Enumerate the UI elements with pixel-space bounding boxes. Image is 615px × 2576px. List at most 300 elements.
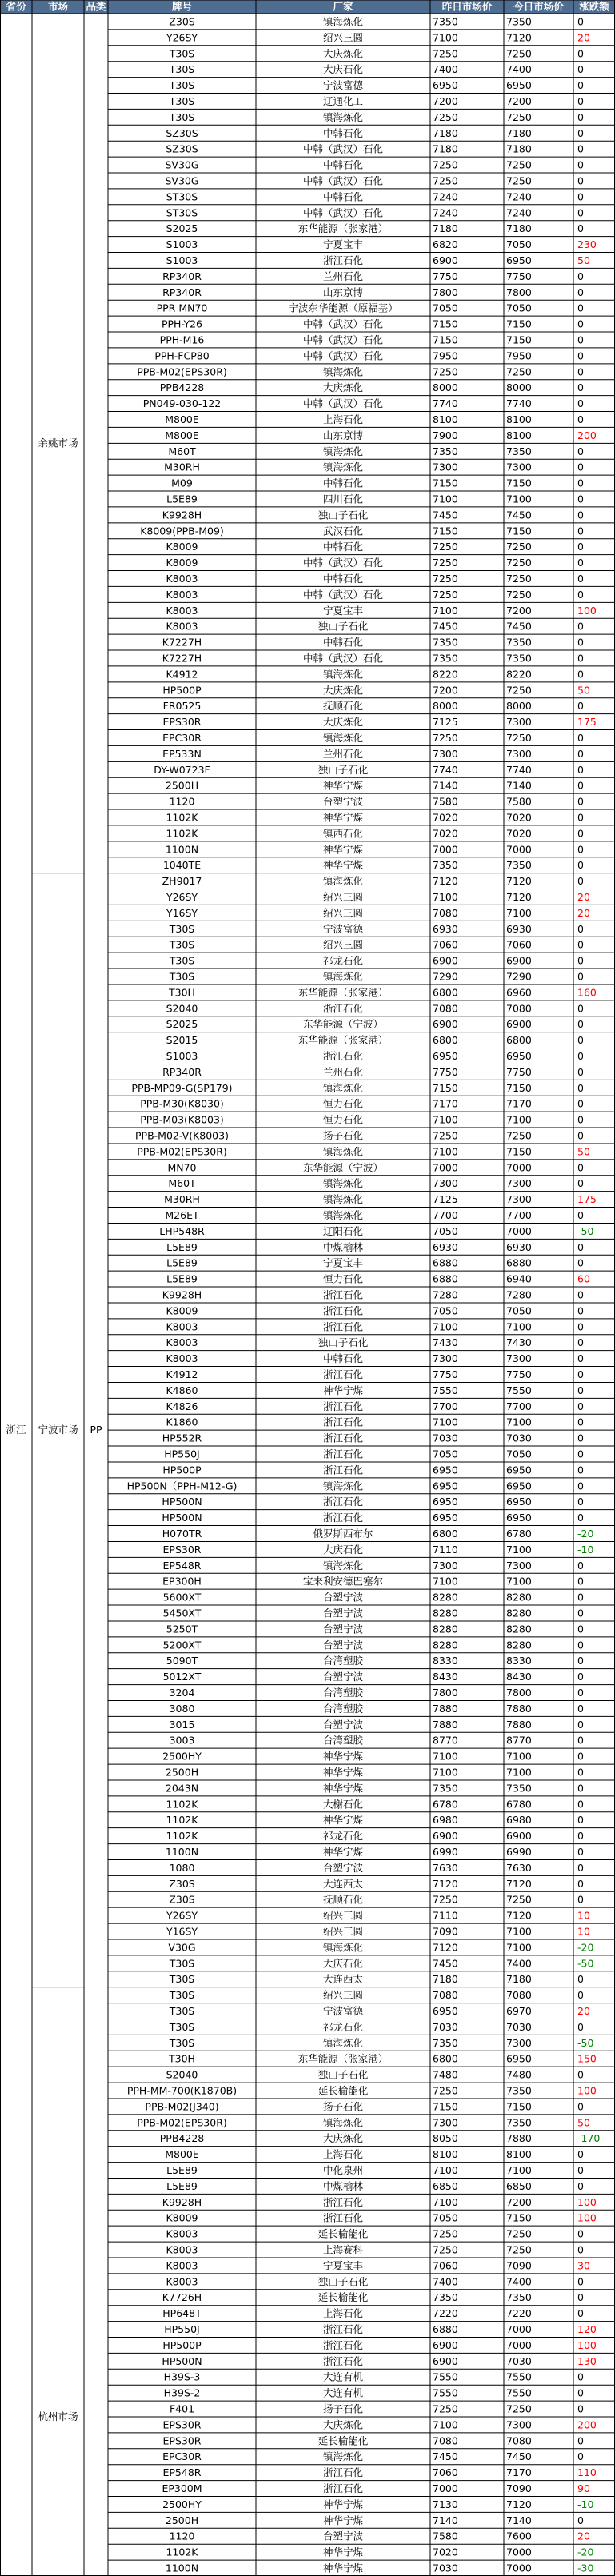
grade-cell: SZ30S <box>166 142 198 155</box>
today-price-cell: 6930 <box>506 1240 532 1253</box>
factory-cell: 大连西太 <box>322 1973 364 1986</box>
factory-cell: 镇海炼化 <box>322 461 364 473</box>
change-cell: 0 <box>577 1687 584 1699</box>
prev-price-cell: 7550 <box>433 2370 458 2383</box>
factory-cell: 中韩（武汉）石化 <box>302 588 384 601</box>
grade-cell: K9928H <box>162 1288 202 1301</box>
grade-cell: K8009 <box>166 557 198 569</box>
grade-cell: 5250T <box>166 1623 198 1635</box>
today-price-cell: 7100 <box>506 1575 532 1588</box>
change-cell: 0 <box>577 1448 584 1460</box>
change-cell: 0 <box>577 2291 584 2304</box>
factory-cell: 浙江石化 <box>322 2195 364 2208</box>
today-price-cell: 8770 <box>506 1734 532 1747</box>
factory-cell: 绍兴三圆 <box>322 1925 364 1938</box>
factory-cell: 中韩石化 <box>322 572 364 585</box>
today-price-cell: 7000 <box>506 1161 532 1174</box>
grade-cell: LHP548R <box>159 1224 205 1237</box>
today-price-cell: 7740 <box>506 763 532 776</box>
grade-cell: FR0525 <box>162 700 202 713</box>
prev-price-cell: 7020 <box>433 811 458 824</box>
grade-cell: PPB-M02(J340) <box>145 2100 219 2113</box>
change-cell: 0 <box>577 1002 584 1015</box>
prev-price-cell: 7100 <box>433 1750 458 1763</box>
grade-cell: PPB-M03(K8003) <box>140 1113 224 1126</box>
factory-cell: 独山子石化 <box>317 509 369 521</box>
factory-cell: 武汉石化 <box>322 525 364 537</box>
grade-cell: SZ30S <box>166 126 198 139</box>
factory-cell: 浙江石化 <box>322 1512 364 1524</box>
change-cell: 0 <box>577 1750 584 1763</box>
today-price-cell: 6950 <box>506 1049 532 1062</box>
prev-price-cell: 7180 <box>433 222 458 235</box>
prev-price-cell: 7100 <box>433 1766 458 1779</box>
change-cell: 0 <box>577 1702 584 1715</box>
factory-cell: 神华宁煤 <box>322 2562 364 2574</box>
today-price-cell: 7350 <box>506 859 532 872</box>
change-cell: 0 <box>577 2020 584 2033</box>
factory-cell: 浙江石化 <box>322 2466 364 2479</box>
prev-price-cell: 7050 <box>433 2211 458 2224</box>
grade-cell: K7227H <box>162 652 202 665</box>
factory-cell: 辽通化工 <box>322 94 364 107</box>
grade-cell: SV30G <box>165 158 199 171</box>
grade-cell: PPR MN70 <box>156 302 208 314</box>
change-cell: 0 <box>577 2179 584 2192</box>
grade-cell: 1102K <box>166 811 198 824</box>
grade-cell: K9928H <box>162 509 202 521</box>
prev-price-cell: 6900 <box>433 1018 458 1031</box>
prev-price-cell: 7125 <box>433 1193 458 1206</box>
change-cell: -20 <box>577 1941 594 1954</box>
grade-cell: K8003 <box>166 2243 198 2256</box>
prev-price-cell: 7000 <box>433 843 458 856</box>
prev-price-cell: 7250 <box>433 2084 458 2097</box>
header-market: 市场 <box>47 0 69 13</box>
prev-price-cell: 6900 <box>433 254 458 266</box>
factory-cell: 台塑宁波 <box>322 1607 364 1619</box>
prev-price-cell: 7250 <box>433 731 458 744</box>
change-cell: -20 <box>577 1528 594 1540</box>
prev-price-cell: 7740 <box>433 763 458 776</box>
factory-cell: 镇海炼化 <box>322 1208 364 1221</box>
category-label: PP <box>90 1424 102 1436</box>
today-price-cell: 7000 <box>506 2562 532 2574</box>
prev-price-cell: 8050 <box>433 2132 458 2145</box>
grade-cell: K8003 <box>166 2259 198 2272</box>
prev-price-cell: 6800 <box>433 2052 458 2065</box>
grade-cell: K7227H <box>162 636 202 649</box>
factory-cell: 扬子石化 <box>322 2100 364 2113</box>
today-price-cell: 7250 <box>506 684 532 697</box>
grade-cell: K8003 <box>166 588 198 601</box>
prev-price-cell: 7220 <box>433 2307 458 2320</box>
grade-cell: 3015 <box>169 1718 195 1731</box>
prev-price-cell: 7580 <box>433 2530 458 2542</box>
today-price-cell: 7100 <box>506 2164 532 2177</box>
prev-price-cell: 7350 <box>433 859 458 872</box>
change-cell: 0 <box>577 47 584 60</box>
today-price-cell: 7750 <box>506 1065 532 1078</box>
grade-cell: 3080 <box>169 1702 195 1715</box>
factory-cell: 镇海炼化 <box>322 2450 364 2463</box>
factory-cell: 东华能源（宁波） <box>302 1018 384 1031</box>
factory-cell: 镇海炼化 <box>322 1081 364 1094</box>
change-cell: 0 <box>577 1177 584 1190</box>
factory-cell: 神华宁煤 <box>322 1846 364 1859</box>
change-cell: 0 <box>577 1718 584 1731</box>
prev-price-cell: 7300 <box>433 747 458 760</box>
prev-price-cell: 6780 <box>433 1798 458 1811</box>
grade-cell: S2040 <box>166 2068 198 2081</box>
factory-cell: 浙江石化 <box>322 1496 364 1508</box>
change-cell: 0 <box>577 811 584 824</box>
grade-cell: T30S <box>169 954 195 967</box>
factory-cell: 上海石化 <box>322 2307 364 2320</box>
grade-cell: PPB-M02-V(K8003) <box>135 1129 229 1142</box>
today-price-cell: 8280 <box>506 1639 532 1651</box>
today-price-cell: 7350 <box>506 636 532 649</box>
grade-cell: RP340R <box>162 1065 202 1078</box>
grade-cell: Z30S <box>169 15 195 28</box>
today-price-cell: 7250 <box>506 2243 532 2256</box>
prev-price-cell: 7150 <box>433 1081 458 1094</box>
factory-cell: 山东京博 <box>322 429 364 441</box>
factory-cell: 上海石化 <box>322 413 364 425</box>
prev-price-cell: 7630 <box>433 1861 458 1874</box>
prev-price-cell: 6930 <box>433 922 458 935</box>
today-price-cell: 7700 <box>506 1400 532 1412</box>
today-price-cell: 7100 <box>506 1925 532 1938</box>
today-price-cell: 7250 <box>506 588 532 601</box>
grade-cell: L5E89 <box>166 1240 198 1253</box>
prev-price-cell: 7100 <box>433 1145 458 1158</box>
today-price-cell: 7300 <box>506 2036 532 2049</box>
grade-cell: 1102K <box>166 2546 198 2558</box>
prev-price-cell: 8330 <box>433 1655 458 1667</box>
grade-cell: PPH-MM-700(K1870B) <box>126 2084 238 2097</box>
today-price-cell: 6780 <box>506 1528 532 1540</box>
change-cell: -10 <box>577 1543 594 1556</box>
today-price-cell: 7300 <box>506 1559 532 1572</box>
prev-price-cell: 7130 <box>433 2498 458 2510</box>
change-cell: 0 <box>577 1861 584 1874</box>
factory-cell: 绍兴三圆 <box>322 938 364 951</box>
prev-price-cell: 7350 <box>433 2036 458 2049</box>
today-price-cell: 7050 <box>506 302 532 314</box>
grade-cell: K4826 <box>166 1400 198 1412</box>
grade-cell: M60T <box>168 445 196 457</box>
change-cell: 0 <box>577 1065 584 1078</box>
today-price-cell: 7250 <box>506 731 532 744</box>
prev-price-cell: 7180 <box>433 1973 458 1986</box>
prev-price-cell: 7900 <box>433 429 458 441</box>
change-cell: 0 <box>577 1384 584 1396</box>
factory-cell: 山东京博 <box>322 286 364 298</box>
factory-cell: 祁龙石化 <box>322 1830 364 1843</box>
prev-price-cell: 6800 <box>433 1528 458 1540</box>
today-price-cell: 7140 <box>506 2514 532 2526</box>
today-price-cell: 7180 <box>506 1973 532 1986</box>
change-cell: 0 <box>577 2100 584 2113</box>
today-price-cell: 8280 <box>506 1591 532 1604</box>
grade-cell: T30H <box>169 2052 195 2065</box>
today-price-cell: 8000 <box>506 381 532 394</box>
header-province: 省份 <box>6 0 26 13</box>
factory-cell: 中韩石化 <box>322 1352 364 1365</box>
grade-cell: HP500P <box>162 1464 202 1476</box>
grade-cell: T30S <box>169 94 195 107</box>
today-price-cell: 7250 <box>506 158 532 171</box>
factory-cell: 大庆炼化 <box>322 2132 364 2145</box>
grade-cell: 1100N <box>165 2562 199 2574</box>
change-cell: 0 <box>577 493 584 505</box>
change-cell: 0 <box>577 1352 584 1365</box>
today-price-cell: 7050 <box>506 238 532 251</box>
factory-cell: 恒力石化 <box>322 1113 364 1126</box>
grade-cell: T30S <box>169 970 195 983</box>
change-cell: 0 <box>577 1846 584 1859</box>
factory-cell: 神华宁煤 <box>322 2546 364 2558</box>
factory-cell: 独山子石化 <box>317 2068 369 2081</box>
change-cell: 20 <box>577 2530 590 2542</box>
prev-price-cell: 6880 <box>433 1272 458 1285</box>
change-cell: 90 <box>577 2482 590 2495</box>
factory-cell: 大庆石化 <box>322 1957 364 1970</box>
change-cell: 0 <box>577 1416 584 1428</box>
today-price-cell: 7880 <box>506 1718 532 1731</box>
grade-cell: S1003 <box>166 238 198 251</box>
grade-cell: 3003 <box>169 1734 195 1747</box>
factory-cell: 浙江石化 <box>322 2211 364 2224</box>
change-cell: 0 <box>577 461 584 473</box>
prev-price-cell: 6950 <box>433 1480 458 1492</box>
change-cell: 0 <box>577 142 584 155</box>
grade-cell: 5450XT <box>162 1607 202 1619</box>
change-cell: 30 <box>577 2259 590 2272</box>
prev-price-cell: 6880 <box>433 1256 458 1269</box>
factory-cell: 神华宁煤 <box>322 2514 364 2526</box>
grade-cell: PPB-MP09-G(SP179) <box>131 1081 233 1094</box>
change-cell: 0 <box>577 286 584 298</box>
change-cell: 0 <box>577 1607 584 1619</box>
today-price-cell: 7180 <box>506 126 532 139</box>
grade-cell: T30S <box>169 2005 195 2018</box>
factory-cell: 浙江石化 <box>322 254 364 266</box>
today-price-cell: 7100 <box>506 906 532 919</box>
change-cell: 0 <box>577 620 584 633</box>
prev-price-cell: 7100 <box>433 2418 458 2431</box>
grade-cell: K4912 <box>166 668 198 681</box>
change-cell: 0 <box>577 158 584 171</box>
grade-cell: RP340R <box>162 270 202 282</box>
factory-cell: 东华能源（宁波） <box>302 1161 384 1174</box>
today-price-cell: 7150 <box>506 1145 532 1158</box>
prev-price-cell: 6800 <box>433 1034 458 1047</box>
prev-price-cell: 7250 <box>433 1893 458 1906</box>
today-price-cell: 7020 <box>506 827 532 840</box>
prev-price-cell: 7200 <box>433 684 458 697</box>
grade-cell: HP552R <box>162 1432 202 1444</box>
factory-cell: 中韩石化 <box>322 636 364 649</box>
factory-cell: 绍兴三圆 <box>322 890 364 903</box>
prev-price-cell: 7060 <box>433 2466 458 2479</box>
prev-price-cell: 7400 <box>433 2275 458 2288</box>
prev-price-cell: 7950 <box>433 349 458 362</box>
grade-cell: K8003 <box>166 1320 198 1333</box>
factory-cell: 延长榆能化 <box>317 2084 369 2097</box>
change-cell: 0 <box>577 1336 584 1349</box>
factory-cell: 台湾塑胶 <box>322 1655 364 1667</box>
grade-cell: Y26SY <box>166 31 198 44</box>
today-price-cell: 6950 <box>506 2052 532 2065</box>
grade-cell: L5E89 <box>166 1272 198 1285</box>
factory-cell: 东华能源（张家港） <box>298 222 389 235</box>
prev-price-cell: 7180 <box>433 142 458 155</box>
grade-cell: PPB4228 <box>159 381 205 394</box>
today-price-cell: 7200 <box>506 2195 532 2208</box>
grade-cell: T30S <box>169 1973 195 1986</box>
change-cell: 160 <box>577 986 597 999</box>
prev-price-cell: 7800 <box>433 286 458 298</box>
change-cell: 0 <box>577 1240 584 1253</box>
prev-price-cell: 7800 <box>433 1687 458 1699</box>
today-price-cell: 7120 <box>506 1877 532 1890</box>
today-price-cell: 7100 <box>506 1113 532 1126</box>
grade-cell: HP500P <box>162 684 202 697</box>
today-price-cell: 7800 <box>506 286 532 298</box>
prev-price-cell: 7250 <box>433 2243 458 2256</box>
header-factory: 厂家 <box>333 0 353 13</box>
change-cell: 0 <box>577 525 584 537</box>
grade-cell: T30S <box>169 79 195 92</box>
factory-cell: 镇海炼化 <box>322 1559 364 1572</box>
grade-cell: PPB-M02(EPS30R) <box>137 1145 227 1158</box>
prev-price-cell: 6980 <box>433 1814 458 1827</box>
change-cell: 50 <box>577 684 590 697</box>
factory-cell: 浙江石化 <box>322 1368 364 1381</box>
prev-price-cell: 7000 <box>433 1161 458 1174</box>
grade-cell: PPH-Y26 <box>161 318 203 330</box>
prev-price-cell: 7100 <box>433 493 458 505</box>
today-price-cell: 7450 <box>506 2450 532 2463</box>
today-price-cell: 7000 <box>506 2546 532 2558</box>
factory-cell: 台湾塑胶 <box>322 1734 364 1747</box>
today-price-cell: 7300 <box>506 461 532 473</box>
prev-price-cell: 7140 <box>433 2514 458 2526</box>
change-cell: 0 <box>577 445 584 457</box>
factory-cell: 浙江石化 <box>322 1464 364 1476</box>
change-cell: 0 <box>577 636 584 649</box>
today-price-cell: 7300 <box>506 1193 532 1206</box>
change-cell: 0 <box>577 2434 584 2447</box>
prev-price-cell: 6930 <box>433 1240 458 1253</box>
prev-price-cell: 7170 <box>433 1097 458 1110</box>
grade-cell: PPH-FCP80 <box>154 349 210 362</box>
prev-price-cell: 7030 <box>433 1432 458 1444</box>
grade-cell: EP548R <box>162 2466 202 2479</box>
grade-cell: DY-W0723F <box>154 763 210 776</box>
factory-cell: 兰州石化 <box>322 270 364 282</box>
change-cell: 0 <box>577 15 584 28</box>
change-cell: 0 <box>577 1304 584 1317</box>
grade-cell: T30S <box>169 938 195 951</box>
grade-cell: H39S-3 <box>163 2370 201 2383</box>
grade-cell: ST30S <box>166 206 198 219</box>
prev-price-cell: 7200 <box>433 94 458 107</box>
factory-cell: 中韩石化 <box>322 541 364 553</box>
prev-price-cell: 7250 <box>433 110 458 123</box>
today-price-cell: 7150 <box>506 525 532 537</box>
factory-cell: 大庆石化 <box>322 63 364 76</box>
prev-price-cell: 7700 <box>433 1208 458 1221</box>
prev-price-cell: 6900 <box>433 954 458 967</box>
factory-cell: 浙江石化 <box>322 1049 364 1062</box>
today-price-cell: 7050 <box>506 1304 532 1317</box>
today-price-cell: 7400 <box>506 63 532 76</box>
grade-cell: 2500H <box>165 1766 199 1779</box>
factory-cell: 辽阳石化 <box>322 1224 364 1237</box>
change-cell: 150 <box>577 2052 597 2065</box>
grade-cell: HP550J <box>164 2323 200 2336</box>
grade-cell: HP500P <box>162 2338 202 2351</box>
prev-price-cell: 7480 <box>433 2068 458 2081</box>
prev-price-cell: 7110 <box>433 1543 458 1556</box>
factory-cell: 神华宁煤 <box>322 1384 364 1396</box>
prev-price-cell: 7700 <box>433 1400 458 1412</box>
factory-cell: 浙江石化 <box>322 1288 364 1301</box>
factory-cell: 宁夏宝丰 <box>322 1256 364 1269</box>
today-price-cell: 7080 <box>506 2434 532 2447</box>
today-price-cell: 7000 <box>506 2338 532 2351</box>
grade-cell: Y16SY <box>166 906 198 919</box>
factory-cell: 浙江石化 <box>322 2482 364 2495</box>
prev-price-cell: 7550 <box>433 1384 458 1396</box>
grade-cell: T30S <box>169 1957 195 1970</box>
factory-cell: 台塑宁波 <box>322 1671 364 1683</box>
today-price-cell: 7880 <box>506 1702 532 1715</box>
grade-cell: M60T <box>168 1177 196 1190</box>
change-cell: 0 <box>577 1129 584 1142</box>
factory-cell: 浙江石化 <box>322 2338 364 2351</box>
factory-cell: 大庆炼化 <box>322 381 364 394</box>
prev-price-cell: 7580 <box>433 795 458 808</box>
today-price-cell: 6990 <box>506 1846 532 1859</box>
grade-cell: HP500N <box>162 2354 202 2367</box>
prev-price-cell: 7400 <box>433 63 458 76</box>
today-price-cell: 7300 <box>506 1177 532 1190</box>
change-cell: 60 <box>577 1272 590 1285</box>
today-price-cell: 7350 <box>506 652 532 665</box>
grade-cell: L5E89 <box>166 2164 198 2177</box>
today-price-cell: 7250 <box>506 47 532 60</box>
factory-cell: 中韩（武汉）石化 <box>302 206 384 219</box>
market-label: 余姚市场 <box>38 437 78 449</box>
change-cell: 0 <box>577 970 584 983</box>
change-cell: 20 <box>577 31 590 44</box>
prev-price-cell: 8100 <box>433 413 458 425</box>
today-price-cell: 6900 <box>506 1830 532 1843</box>
prev-price-cell: 7550 <box>433 2386 458 2399</box>
factory-cell: 祁龙石化 <box>322 2020 364 2033</box>
prev-price-cell: 7050 <box>433 1448 458 1460</box>
factory-cell: 四川石化 <box>322 493 364 505</box>
factory-cell: 独山子石化 <box>317 1336 369 1349</box>
today-price-cell: 7600 <box>506 2530 532 2542</box>
today-price-cell: 7150 <box>506 333 532 346</box>
prev-price-cell: 7100 <box>433 2164 458 2177</box>
factory-cell: 大庆炼化 <box>322 684 364 697</box>
